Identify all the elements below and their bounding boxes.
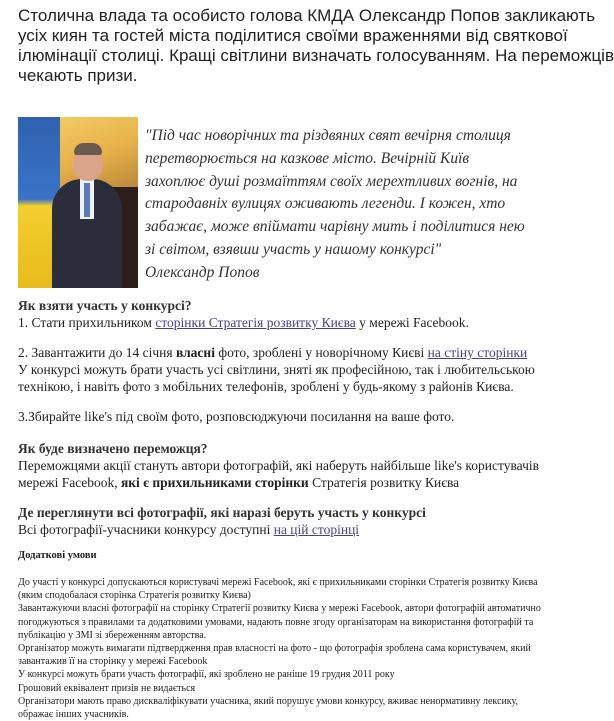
condition-line: публікацію у ЗМІ зі збереженням авторства. xyxy=(18,629,207,641)
condition-line: Грошовий еквівалент призів не видається xyxy=(18,682,196,694)
winner-line-2-suffix: Стратегія розвитку Києва xyxy=(308,475,460,490)
quote-author: Олександр Попов xyxy=(145,263,260,281)
winner-line-2-bold: які є прихильниками сторінки xyxy=(120,475,309,490)
quote-line: "Під час новорічних та різдвяних свят вечірня столиця xyxy=(145,127,511,144)
page-wall-link[interactable]: на стіну сторінки xyxy=(427,345,528,360)
extra-heading: Додаткові умови xyxy=(18,550,97,561)
condition-line: До участі у конкурсі допускаються користувачі мережі Facebook, які є прихильниками сторінки Стратегія розвитку Києва xyxy=(18,577,538,588)
gallery-page-link[interactable]: на цій сторінці xyxy=(273,522,360,537)
mayor-quote xyxy=(145,125,535,285)
winner-section xyxy=(18,440,539,491)
condition-line: Організатор можуть вимагати підтвердження прав власності на фото - що фотографія зроблена сама користувачем, який xyxy=(18,642,531,654)
step-2-block xyxy=(18,344,535,395)
how-to-participate xyxy=(18,297,469,331)
intro-line: ілюмінації столиці. Кращі світлини визначать голосуванням. На переможців xyxy=(18,46,614,65)
strategy-page-link[interactable]: сторінки Стратегія розвитку Києва xyxy=(155,315,356,330)
intro-paragraph xyxy=(18,6,614,86)
condition-line: Завантажуючи власні фотографії на сторінку Стратегії розвитку Києва у мережі Facebook, автори фотографій автоматично xyxy=(18,603,541,615)
step-2-mid: фото, зроблені у новорічному Києві xyxy=(214,345,428,360)
quote-line: захоплює душі розмаїттям своїх мерехтливих вогнів, на xyxy=(145,172,518,190)
view-section xyxy=(18,504,426,538)
hair xyxy=(74,143,102,155)
step-2-bold: власні xyxy=(176,345,215,360)
condition-line: погоджуються з правилами та додатковими умовами, надають повне згоду організаторам на використання фотографій та xyxy=(18,616,534,628)
step-2-line-2: У конкурсі можуть брати участь усі світлини, зняті як професійною, так і любительською xyxy=(18,362,535,377)
step-2-line-3: технікою, і навіть фото з мобільних телефонів, зроблені у будь-якому з районів Києва. xyxy=(18,379,514,394)
quote-line: зі світом, взявши участь у нашому конкурсі" xyxy=(145,240,442,258)
winner-line-2-text: мережі Facebook, xyxy=(18,475,121,490)
mayor-photo xyxy=(18,117,138,288)
winner-line-1: Переможцями акції стануть автори фотографій, які наберуть найбільше like's користувачів xyxy=(18,458,540,473)
intro-line: усіх киян та гостей міста поділитися своїми враженнями від святкової xyxy=(18,26,568,45)
step-3-block xyxy=(18,408,454,425)
tie xyxy=(84,183,90,217)
condition-line: Організатори мають право дискваліфікувати учасника, який порушує умови конкурсу, вживає ненормативну лексику, xyxy=(18,695,519,707)
view-text-prefix: Всі фотографії-учасники конкурсу доступні xyxy=(18,522,274,537)
extra-conditions xyxy=(18,549,97,562)
extra-conditions-list xyxy=(18,576,541,721)
step-2-text: 2. Завантажити до 14 січня xyxy=(18,345,176,360)
step-1 xyxy=(18,314,469,331)
quote-line: стародавніх вулицях оживають легенди. І кожен, хто xyxy=(145,195,506,213)
view-heading: Де переглянути всі фотографії, які наразі беруть участь у конкурсі xyxy=(18,505,426,520)
intro-line: Столична влада та особисто голова КМДА Олександр Попов закликають xyxy=(18,6,596,25)
quote-line: забажає, може впіймати чарівну мить і поділитися нею xyxy=(145,218,525,236)
intro-line: чекають призи. xyxy=(18,66,138,85)
how-heading: Як взяти участь у конкурсі? xyxy=(18,298,192,313)
condition-line: ображає інших учасників. xyxy=(18,708,129,720)
quote-line: перетворюється на казкове місто. Вечірній Київ xyxy=(145,149,470,167)
view-text xyxy=(18,521,426,538)
condition-line: завантажив її на сторінку у мережі Facebook xyxy=(18,656,208,668)
condition-line: (яким сподобалася сторінка Стратегія розвитку Києва) xyxy=(18,590,251,602)
step-1-suffix: у мережі Facebook. xyxy=(355,315,469,330)
step-2 xyxy=(18,344,535,361)
winner-line-2 xyxy=(18,474,539,491)
winner-heading: Як буде визначено переможця? xyxy=(18,441,208,456)
step-3: 3.Збирайте like's під своїм фото, розповсюджуючи посилання на ваше фото. xyxy=(18,409,455,424)
condition-line: У конкурсі можуть брати участь фотографії, які зроблено не раніше 19 грудня 2011 року xyxy=(18,669,395,681)
step-1-text: 1. Стати прихильником xyxy=(18,315,156,330)
